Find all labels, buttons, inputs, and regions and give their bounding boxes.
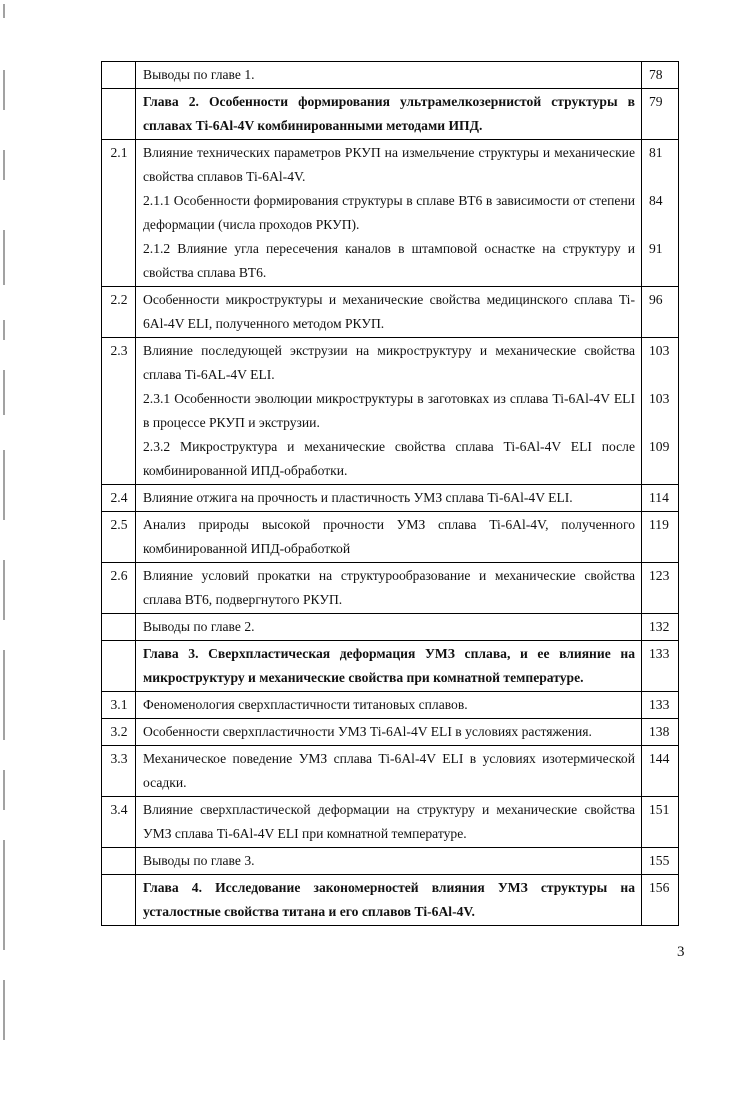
section-title: Влияние последующей экструзии на микроструктуру и механические свойства сплава Ti-6AL-4V ELI. bbox=[143, 343, 635, 382]
section-number: 2.5 bbox=[102, 512, 136, 563]
section-number: 2.4 bbox=[102, 485, 136, 512]
section-title-cell bbox=[136, 614, 642, 641]
section-title: Глава 2. Особенности формирования ультрамелкозернистой структуры в сплавах Ti-6Al-4V комбинированными методами ИПД. bbox=[143, 94, 635, 133]
page-ref: 138 bbox=[649, 724, 670, 739]
page-ref: 78 bbox=[649, 67, 663, 82]
toc-row bbox=[102, 62, 679, 89]
section-title: 2.3.2 Микроструктура и механические свойства сплава Ti-6Al-4V ELI после комбинированной ИПД-обработки. bbox=[143, 439, 635, 478]
section-number: 3.1 bbox=[102, 692, 136, 719]
toc-row bbox=[102, 797, 679, 848]
page-ref: 132 bbox=[649, 619, 670, 634]
page-ref-cell bbox=[642, 692, 679, 719]
section-title-cell bbox=[136, 89, 642, 140]
toc-row bbox=[102, 563, 679, 614]
page-ref-cell bbox=[642, 614, 679, 641]
section-number bbox=[102, 89, 136, 140]
section-title-cell bbox=[136, 140, 642, 287]
section-title: Влияние отжига на прочность и пластичность УМЗ сплава Ti-6Al-4V ELI. bbox=[143, 490, 573, 505]
section-title: Выводы по главе 1. bbox=[143, 67, 255, 82]
toc-row bbox=[102, 719, 679, 746]
section-number: 2.6 bbox=[102, 563, 136, 614]
page-ref: 114 bbox=[649, 490, 669, 505]
toc-row bbox=[102, 746, 679, 797]
section-title: 2.1.1 Особенности формирования структуры в сплаве ВТ6 в зависимости от степени деформации (числа проходов РКУП). bbox=[143, 193, 635, 232]
section-title: Особенности микроструктуры и механические свойства медицинского сплава Ti-6Al-4V ELI, полученного методом РКУП. bbox=[143, 292, 635, 331]
section-title-cell bbox=[136, 719, 642, 746]
section-title: Особенности сверхпластичности УМЗ Ti-6Al-4V ELI в условиях растяжения. bbox=[143, 724, 592, 739]
section-title-cell bbox=[136, 875, 642, 926]
section-number bbox=[102, 62, 136, 89]
section-title: Влияние технических параметров РКУП на измельчение структуры и механические свойства сплавов Ti-6Al-4V. bbox=[143, 145, 635, 184]
page-ref: 133 bbox=[649, 646, 670, 661]
section-number bbox=[102, 875, 136, 926]
section-title: Глава 4. Исследование закономерностей влияния УМЗ структуры на усталостные свойства титана и его сплавов Ti-6Al-4V. bbox=[143, 880, 635, 919]
section-title: Механическое поведение УМЗ сплава Ti-6Al-4V ELI в условиях изотермической осадки. bbox=[143, 751, 635, 790]
toc-row bbox=[102, 692, 679, 719]
section-title: Анализ природы высокой прочности УМЗ сплава Ti-6Al-4V, полученного комбинированной ИПД-обработкой bbox=[143, 517, 635, 556]
section-number: 3.2 bbox=[102, 719, 136, 746]
toc-row bbox=[102, 641, 679, 692]
section-title: Влияние условий прокатки на структурообразование и механические свойства сплава ВТ6, подвергнутого РКУП. bbox=[143, 568, 635, 607]
section-title: 2.3.1 Особенности эволюции микроструктуры в заготовках из сплава Ti-6Al-4V ELI в процессе РКУП и экструзии. bbox=[143, 391, 635, 430]
page-ref-cell bbox=[642, 89, 679, 140]
section-number: 3.3 bbox=[102, 746, 136, 797]
section-number: 2.3 bbox=[102, 338, 136, 485]
page-ref: 155 bbox=[649, 853, 670, 868]
section-title: Феноменология сверхпластичности титановых сплавов. bbox=[143, 697, 468, 712]
section-title-cell bbox=[136, 641, 642, 692]
page-ref-cell bbox=[642, 563, 679, 614]
section-title: Выводы по главе 3. bbox=[143, 853, 255, 868]
section-title: Влияние сверхпластической деформации на структуру и механические свойства УМЗ сплава Ti-6Al-4V ELI при комнатной температуре. bbox=[143, 802, 635, 841]
page-ref-cell bbox=[642, 62, 679, 89]
page-ref: 96 bbox=[649, 292, 663, 307]
section-title-cell bbox=[136, 62, 642, 89]
section-number bbox=[102, 848, 136, 875]
toc-row bbox=[102, 140, 679, 287]
section-number: 2.1 bbox=[102, 140, 136, 287]
section-title-cell bbox=[136, 848, 642, 875]
section-number bbox=[102, 641, 136, 692]
toc-row bbox=[102, 614, 679, 641]
toc-row bbox=[102, 848, 679, 875]
section-title-cell bbox=[136, 338, 642, 485]
page-ref: 103 bbox=[649, 391, 670, 406]
page-number: 3 bbox=[677, 944, 685, 960]
page-ref: 151 bbox=[649, 802, 670, 817]
page-ref-cell bbox=[642, 512, 679, 563]
toc-row bbox=[102, 875, 679, 926]
page-ref: 91 bbox=[649, 241, 663, 256]
section-number: 3.4 bbox=[102, 797, 136, 848]
toc-row bbox=[102, 485, 679, 512]
table-of-contents bbox=[101, 61, 679, 926]
page-ref: 109 bbox=[649, 439, 670, 454]
page-ref-cell bbox=[642, 287, 679, 338]
page-ref-cell bbox=[642, 875, 679, 926]
page-ref: 119 bbox=[649, 517, 669, 532]
page-ref-cell bbox=[642, 338, 679, 485]
page-ref: 123 bbox=[649, 568, 670, 583]
page-ref: 79 bbox=[649, 94, 663, 109]
toc-row bbox=[102, 287, 679, 338]
page-ref: 144 bbox=[649, 751, 670, 766]
page-ref: 133 bbox=[649, 697, 670, 712]
section-title-cell bbox=[136, 746, 642, 797]
page-ref-cell bbox=[642, 746, 679, 797]
page-ref-cell bbox=[642, 140, 679, 287]
page-ref: 81 bbox=[649, 145, 663, 160]
section-title-cell bbox=[136, 512, 642, 563]
page-ref: 103 bbox=[649, 343, 670, 358]
section-title: Выводы по главе 2. bbox=[143, 619, 255, 634]
section-title-cell bbox=[136, 287, 642, 338]
section-title: Глава 3. Сверхпластическая деформация УМЗ сплава, и ее влияние на микроструктуру и механические свойства при комнатной температуре. bbox=[143, 646, 635, 685]
section-title-cell bbox=[136, 563, 642, 614]
scan-margin-marks bbox=[0, 0, 14, 1100]
toc-row bbox=[102, 338, 679, 485]
section-title-cell bbox=[136, 485, 642, 512]
page-ref-cell bbox=[642, 641, 679, 692]
toc-row bbox=[102, 512, 679, 563]
section-title: 2.1.2 Влияние угла пересечения каналов в штамповой оснастке на структуру и свойства сплава ВТ6. bbox=[143, 241, 635, 280]
page-ref-cell bbox=[642, 485, 679, 512]
section-title-cell bbox=[136, 797, 642, 848]
page-ref: 156 bbox=[649, 880, 670, 895]
section-number bbox=[102, 614, 136, 641]
page-ref: 84 bbox=[649, 193, 663, 208]
page-ref-cell bbox=[642, 797, 679, 848]
section-number: 2.2 bbox=[102, 287, 136, 338]
toc-row bbox=[102, 89, 679, 140]
page-ref-cell bbox=[642, 848, 679, 875]
section-title-cell bbox=[136, 692, 642, 719]
page-ref-cell bbox=[642, 719, 679, 746]
